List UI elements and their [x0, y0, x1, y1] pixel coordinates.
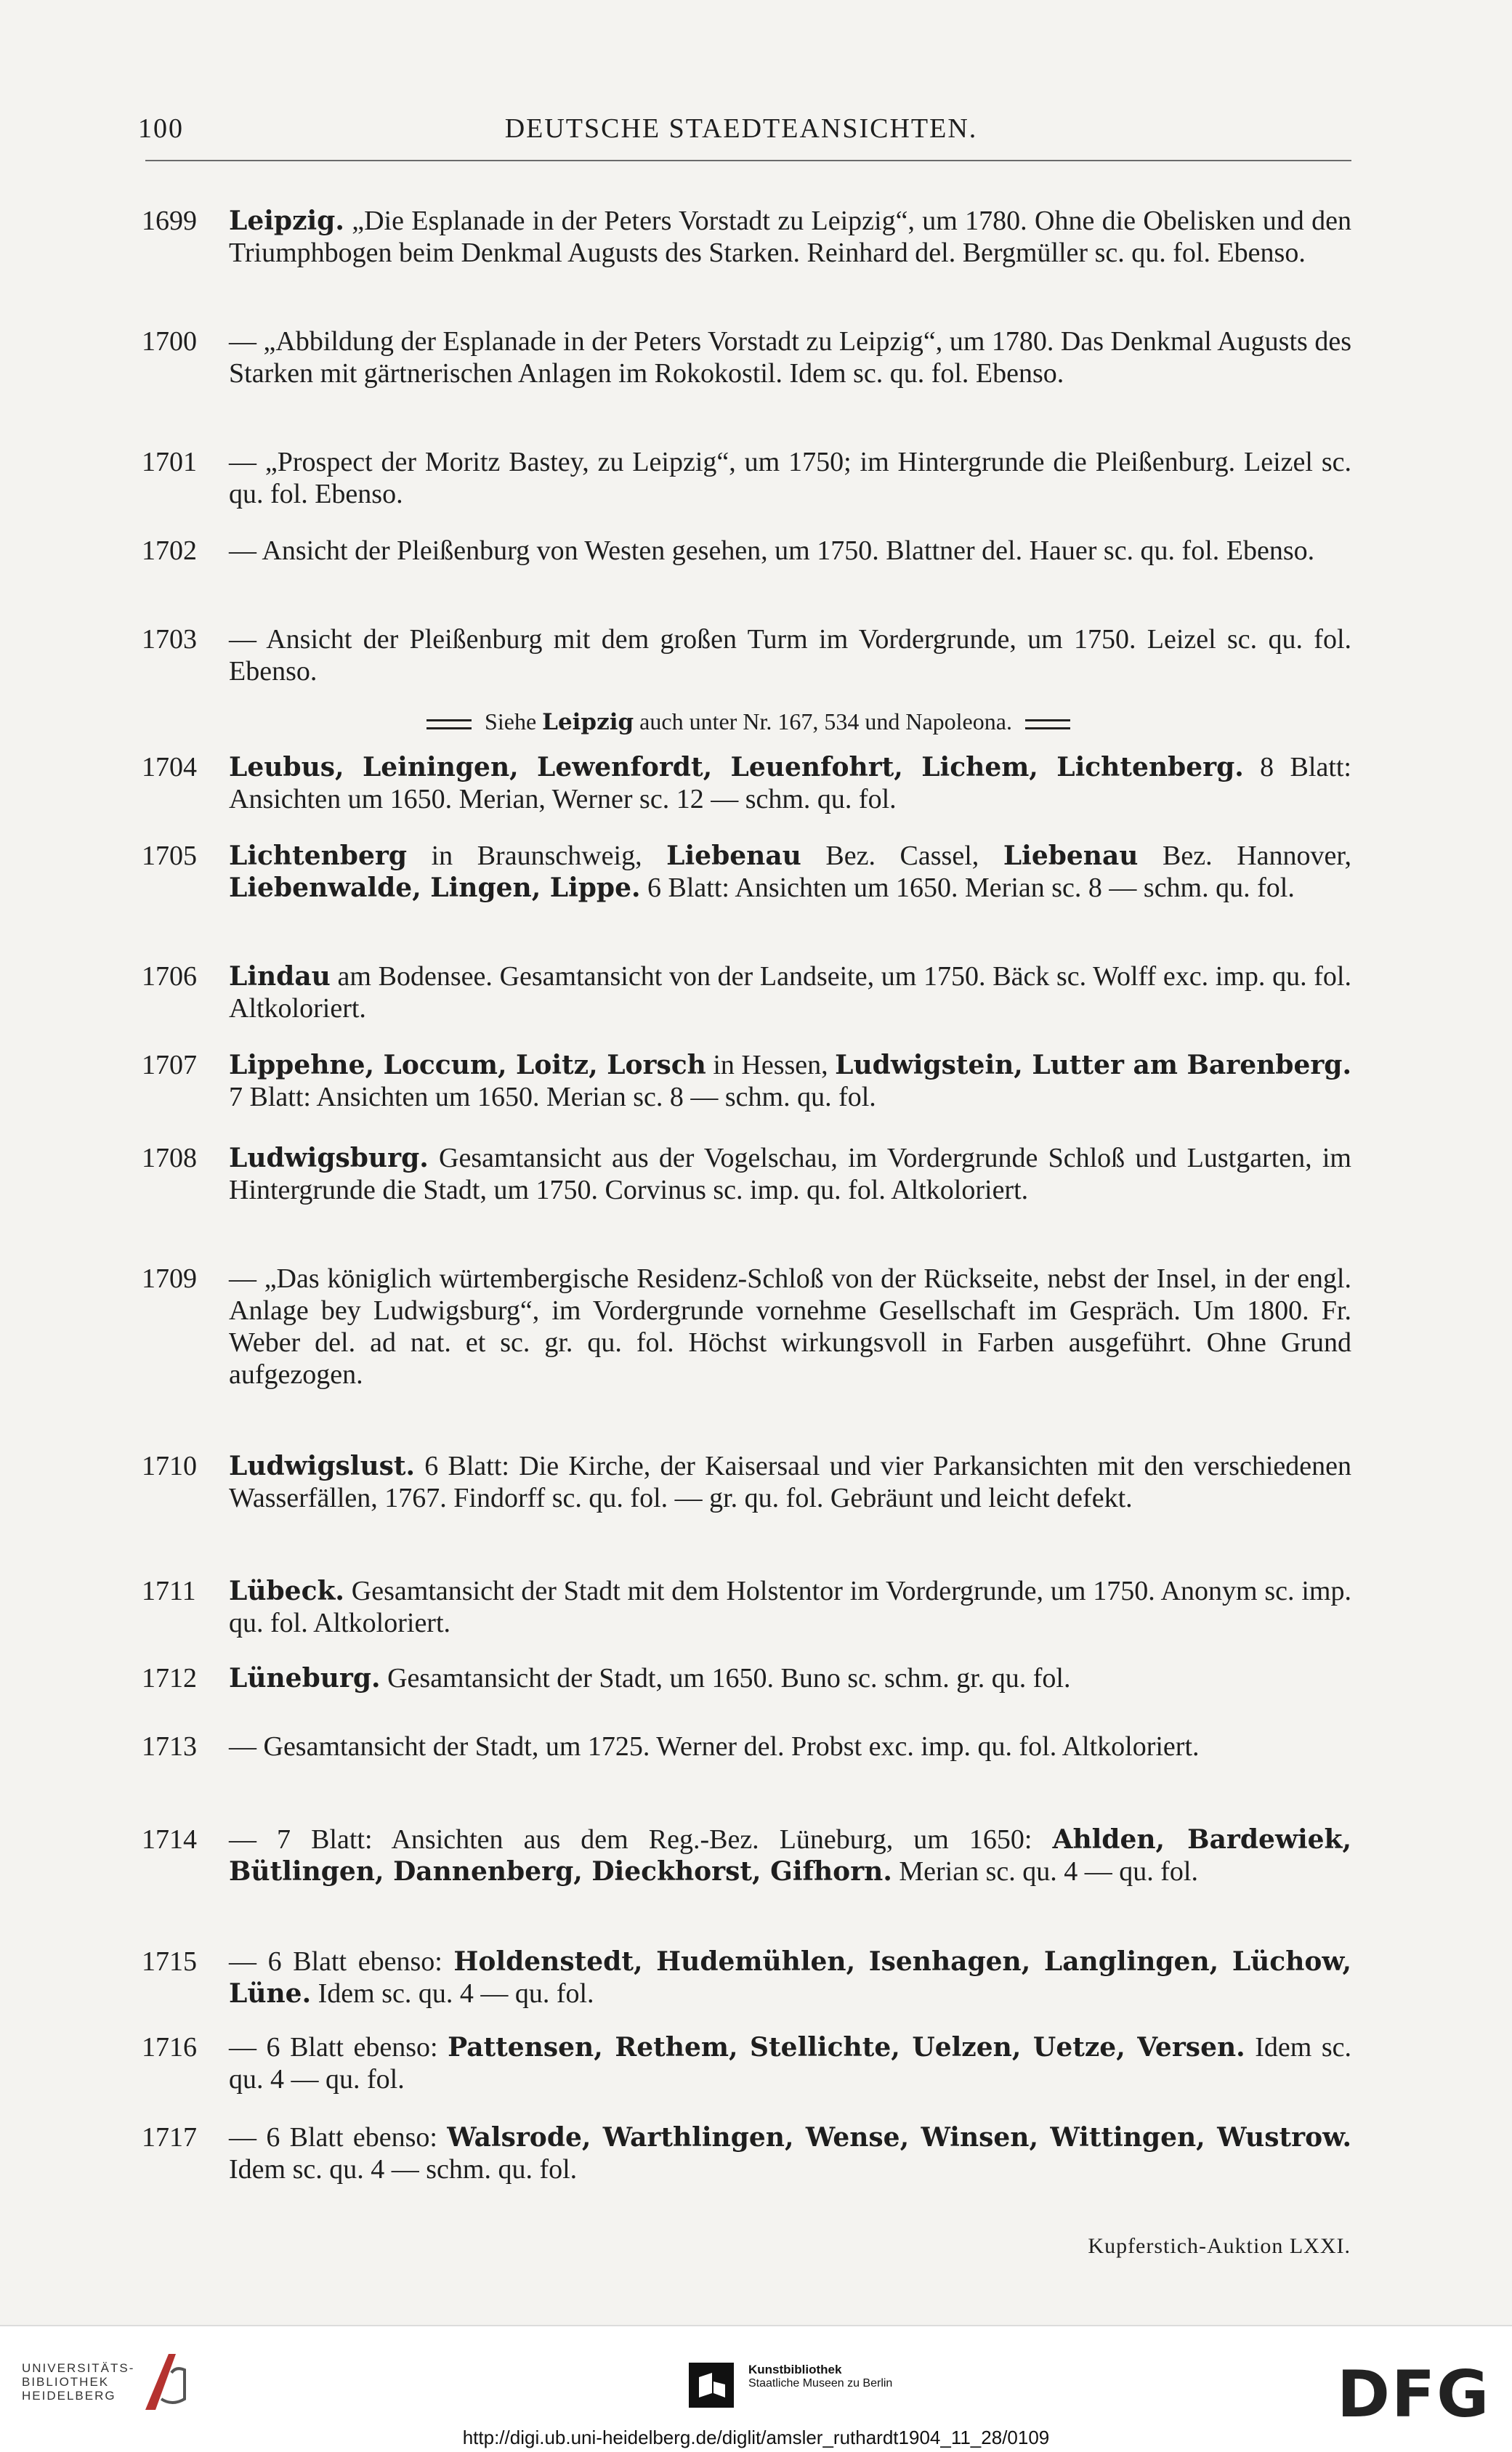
entry-number: 1716 [142, 2032, 197, 2063]
kunstbibliothek-text [748, 2363, 892, 2390]
entry-number: 1715 [142, 1946, 197, 1977]
digitization-banner [0, 2325, 1512, 2452]
entry-description: Merian sc. qu. 4 — qu. fol. [892, 1856, 1198, 1887]
entry-description: — 6 Blatt ebenso: [229, 2122, 448, 2153]
page-header [138, 113, 1344, 156]
entry-text [229, 1575, 1351, 1639]
place-name: Pattensen, Rethem, Stellichte, Uelzen, Uetze, Versen. [448, 2032, 1245, 2063]
entry-description: am Bodensee. Gesamtansicht von der Landseite, um 1750. Bäck sc. Wolff exc. imp. qu. fol. Altkoloriert. [229, 961, 1351, 1024]
entry-number: 1717 [142, 2122, 197, 2153]
catalog-entry [142, 960, 1351, 1024]
header-rule [145, 160, 1351, 161]
entry-description: — „Prospect der Moritz Bastey, zu Leipzig“, um 1750; im Hintergrunde die Pleißenburg. Leizel sc. qu. fol. Ebenso. [229, 447, 1351, 509]
catalog-entry [142, 1731, 1351, 1763]
entry-description: Bez. Cassel, [801, 841, 1003, 871]
catalog-entry [142, 2121, 1351, 2185]
auction-footer: Kupferstich-Auktion LXXI. [1088, 2234, 1351, 2258]
place-name: Ludwigstein, Lutter am Barenberg. [835, 1050, 1352, 1080]
entry-number: 1703 [142, 624, 197, 655]
entry-description: Gesamtansicht der Stadt mit dem Holstentor im Vordergrunde, um 1750. Anonym sc. imp. qu. fol. Altkoloriert. [229, 1576, 1351, 1638]
entry-number: 1707 [142, 1050, 197, 1080]
uni-line-3: HEIDELBERG [22, 2389, 116, 2403]
double-rule-left [426, 719, 472, 729]
catalog-entry [142, 1575, 1351, 1639]
entry-number: 1702 [142, 535, 197, 566]
place-name: Liebenwalde, Lingen, Lippe. [229, 873, 641, 903]
entry-number: 1712 [142, 1663, 197, 1694]
place-name: Holdenstedt, Hudemühlen, Isenhagen, Langlingen, Lüchow, Lüne. [229, 1946, 1351, 2009]
entry-description: — „Das königlich würtembergische Residenz-Schloß von der Rückseite, nebst der Insel, in der engl. Anlage bey Ludwigsburg“, im Vordergrunde vornehme Gesellschaft im Gespräch. Um 1800. Fr. Weber del. ad nat. et sc. gr. qu. fol. Höchst wirkungsvoll in Farben ausgeführt. Ohne Grund aufgezogen. [229, 1263, 1351, 1390]
place-name: Leubus, Leiningen, Lewenfordt, Leuenfohrt, Lichem, Lichtenberg. [229, 752, 1244, 782]
catalog-entry [142, 1049, 1351, 1113]
place-name: Ludwigslust. [229, 1451, 416, 1481]
place-name: Lichtenberg [229, 841, 408, 871]
entry-text [229, 205, 1351, 269]
catalog-entry [142, 325, 1351, 389]
entry-text [229, 1824, 1351, 1887]
entry-number: 1713 [142, 1731, 197, 1762]
catalog-entry [142, 205, 1351, 269]
entry-number: 1701 [142, 447, 197, 477]
entry-description: 6 Blatt: Die Kirche, der Kaisersaal und vier Parkansichten mit den verschiedenen Wasserfällen, 1767. Findorff sc. qu. fol. — gr. qu. fol. Gebräunt und leicht defekt. [229, 1451, 1351, 1513]
entry-text [229, 2031, 1351, 2095]
entry-description: Gesamtansicht der Stadt, um 1650. Buno sc. schm. gr. qu. fol. [380, 1663, 1071, 1694]
place-name: Liebenau [1003, 841, 1139, 871]
entry-description: Bez. Hannover, [1138, 841, 1352, 871]
entry-text [229, 1450, 1351, 1514]
entry-text [229, 1662, 1351, 1694]
catalog-entry [142, 1450, 1351, 1514]
double-rule-right [1025, 719, 1070, 729]
entry-number: 1711 [142, 1576, 196, 1606]
entry-text [229, 1731, 1351, 1763]
place-name: Lindau [229, 961, 331, 992]
catalog-entry [142, 2031, 1351, 2095]
entry-description: — Ansicht der Pleißenburg von Westen gesehen, um 1750. Blattner del. Hauer sc. qu. fol. Ebenso. [229, 535, 1315, 566]
kb-subtitle: Staatliche Museen zu Berlin [748, 2377, 893, 2390]
entry-description: — 7 Blatt: Ansichten aus dem Reg.-Bez. Lüneburg, um 1650: [229, 1824, 1053, 1855]
crossref-bold: Leipzig [542, 709, 634, 735]
entry-description: Gesamtansicht aus der Vogelschau, im Vordergrunde Schloß und Lustgarten, im Hintergrunde die Stadt, um 1750. Corvinus sc. imp. qu. fol. Altkoloriert. [229, 1143, 1351, 1205]
crossref-suffix: auch unter Nr. 167, 534 und Napoleona. [639, 708, 1012, 735]
place-name: Ludwigsburg. [229, 1143, 429, 1173]
entry-text [229, 751, 1351, 815]
entry-number: 1709 [142, 1263, 197, 1294]
entry-description: 8 Blatt: Ansichten um 1650. Merian, Werner sc. 12 — schm. qu. fol. [229, 752, 1351, 814]
catalog-entry [142, 446, 1351, 510]
entry-description: in Braunschweig, [407, 841, 667, 871]
entry-description: 7 Blatt: Ansichten um 1650. Merian sc. 8 — schm. qu. fol. [229, 1082, 876, 1112]
crossref-prefix: Siehe [485, 708, 537, 735]
entry-description: — Ansicht der Pleißenburg mit dem großen Turm im Vordergrunde, um 1750. Leizel sc. qu. fol. Ebenso. [229, 624, 1351, 687]
catalog-entry [142, 535, 1351, 567]
running-title: DEUTSCHE STAEDTEANSICHTEN. [504, 113, 978, 144]
entry-number: 1708 [142, 1143, 197, 1173]
entry-number: 1699 [142, 206, 197, 236]
kb-title: Kunstbibliothek [748, 2363, 842, 2376]
entry-description: Idem sc. qu. 4 — schm. qu. fol. [229, 2154, 578, 2185]
dfg-logo: DFG [1337, 2357, 1491, 2432]
entry-text [229, 325, 1351, 389]
place-name: Lippehne, Loccum, Loitz, Lorsch [229, 1050, 706, 1080]
entry-text [229, 1946, 1351, 2010]
cross-reference [312, 708, 1184, 735]
entry-number: 1706 [142, 961, 197, 992]
source-url[interactable]: http://digi.ub.uni-heidelberg.de/diglit/amsler_ruthardt1904_11_28/0109 [462, 2427, 1050, 2448]
catalog-entry [142, 1142, 1351, 1206]
entry-description: in Hessen, [706, 1050, 836, 1080]
entry-text [229, 1049, 1351, 1113]
uni-line-1: UNIVERSITÄTS- [22, 2361, 135, 2375]
entry-text [229, 1142, 1351, 1206]
catalog-entry [142, 623, 1351, 687]
entry-number: 1700 [142, 326, 197, 357]
entry-description: — 6 Blatt ebenso: [229, 1946, 454, 1977]
catalog-entry [142, 1946, 1351, 2010]
entry-description: Idem sc. qu. 4 — qu. fol. [229, 2032, 1351, 2095]
place-name: Ahlden, Bardewiek, Bütlingen, Dannenberg, Dieckhorst, Gifhorn. [229, 1824, 1351, 1887]
entry-number: 1710 [142, 1451, 197, 1481]
catalog-entry [142, 751, 1351, 815]
university-library-logo-text [22, 2361, 134, 2403]
entry-text [229, 840, 1351, 904]
entry-description: „Die Esplanade in der Peters Vorstadt zu Leipzig“, um 1780. Ohne die Obelisken und den Triumphbogen beim Denkmal Augusts des Starken. Reinhard del. Bergmüller sc. qu. fol. Ebenso. [229, 206, 1351, 268]
entry-description: 6 Blatt: Ansichten um 1650. Merian sc. 8 — schm. qu. fol. [640, 873, 1295, 903]
catalog-entry [142, 1824, 1351, 1887]
entry-number: 1704 [142, 752, 197, 782]
place-name: Leipzig. [229, 206, 344, 236]
entry-description: Idem sc. qu. 4 — qu. fol. [311, 1978, 594, 2009]
entry-description: — „Abbildung der Esplanade in der Peters Vorstadt zu Leipzig“, um 1780. Das Denkmal Augusts des Starken mit gärtnerischen Anlagen im Rokokostil. Idem sc. qu. fol. Ebenso. [229, 326, 1351, 389]
entry-description: — 6 Blatt ebenso: [229, 2032, 448, 2063]
uni-line-2: BIBLIOTHEK [22, 2375, 110, 2389]
catalog-entry [142, 1662, 1351, 1694]
place-name: Liebenau [666, 841, 801, 871]
entry-number: 1705 [142, 841, 197, 871]
place-name: Lüneburg. [229, 1663, 381, 1694]
entry-text [229, 623, 1351, 687]
entry-text [229, 535, 1351, 567]
place-name: Lübeck. [229, 1576, 344, 1606]
entry-text [229, 960, 1351, 1024]
university-logo-icon [140, 2348, 190, 2413]
page-number: 100 [138, 113, 184, 144]
entry-number: 1714 [142, 1824, 197, 1855]
entry-description: — Gesamtansicht der Stadt, um 1725. Werner del. Probst exc. imp. qu. fol. Altkoloriert. [229, 1731, 1200, 1762]
entry-text [229, 2121, 1351, 2185]
entry-text [229, 1263, 1351, 1391]
place-name: Walsrode, Warthlingen, Wense, Winsen, Wittingen, Wustrow. [447, 2122, 1351, 2153]
kunstbibliothek-logo-icon [689, 2363, 734, 2408]
entry-text [229, 446, 1351, 510]
catalog-entry [142, 840, 1351, 904]
catalog-entry [142, 1263, 1351, 1391]
